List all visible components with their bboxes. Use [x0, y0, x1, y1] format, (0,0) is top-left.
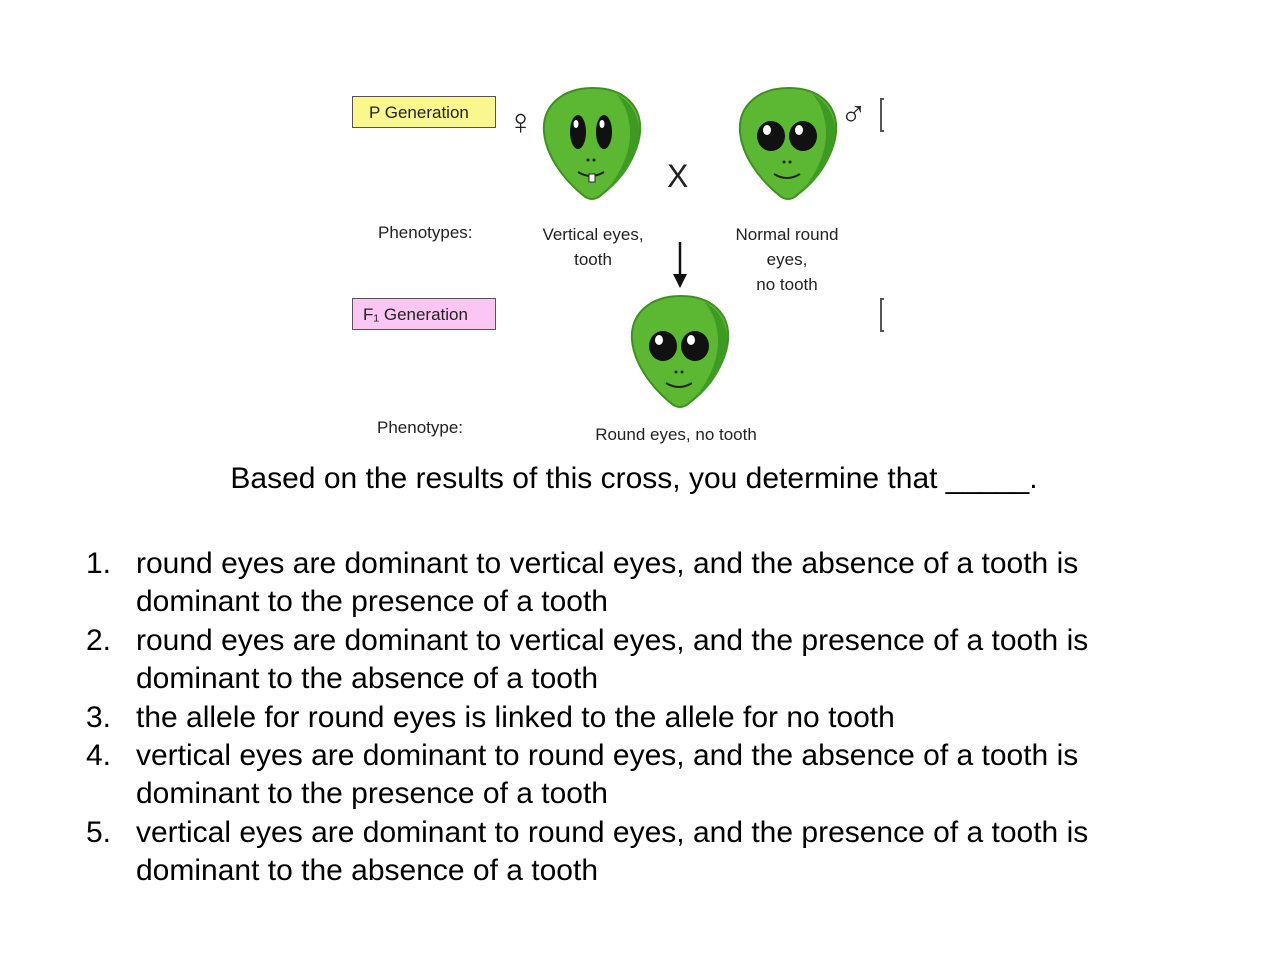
question-text: Based on the results of this cross, you determine that _____. [230, 462, 1038, 495]
option-number: 1. [86, 547, 112, 580]
male-alien-icon [734, 84, 844, 204]
male-phenotype-line: eyes, [766, 250, 808, 269]
female-phenotype-line: Vertical eyes, [542, 225, 644, 244]
answer-option[interactable] [86, 814, 1206, 891]
cropped-box-edge [880, 298, 884, 332]
down-arrow-icon [670, 240, 690, 290]
f1-generation-label: F₁ Generation [352, 298, 496, 330]
male-phenotype-line: no tooth [756, 275, 818, 294]
answer-option[interactable] [86, 699, 1206, 737]
p-generation-label: P Generation [352, 96, 496, 128]
option-text: the allele for round eyes is linked to the allele for no tooth [136, 700, 895, 734]
answer-option[interactable] [86, 545, 1206, 622]
option-number: 3. [86, 700, 112, 734]
phenotype-label: Phenotype: [377, 418, 464, 437]
male-symbol-icon: ♂ [840, 93, 867, 134]
option-text: vertical eyes are dominant to round eyes, and the presence of a tooth is dominant to the absence of a tooth [136, 815, 1089, 888]
male-phenotype-label [720, 222, 854, 297]
female-alien-icon [538, 84, 648, 204]
option-number: 4. [86, 739, 112, 773]
cropped-box-edge [880, 98, 884, 132]
option-text: vertical eyes are dominant to round eyes, and the absence of a tooth is dominant to the presence of a tooth [136, 739, 1079, 811]
phenotypes-label: Phenotypes: [378, 223, 473, 242]
f1-alien-icon [626, 292, 736, 412]
option-number: 5. [86, 815, 112, 849]
f1-phenotype-label: Round eyes, no tooth [595, 425, 757, 444]
answer-option[interactable] [86, 737, 1206, 814]
answer-options [86, 545, 1206, 891]
female-phenotype-label [528, 222, 658, 272]
female-phenotype-line: tooth [574, 250, 612, 269]
option-number: 2. [86, 623, 112, 657]
genetics-cross-figure [352, 80, 888, 448]
option-text: round eyes are dominant to vertical eyes, and the absence of a tooth is dominant to the presence of a tooth [136, 547, 1079, 619]
female-symbol-icon: ♀ [507, 101, 534, 142]
option-text: round eyes are dominant to vertical eyes, and the presence of a tooth is dominant to the absence of a tooth [136, 623, 1089, 696]
cross-symbol: X [667, 158, 689, 194]
male-phenotype-line: Normal round [735, 225, 839, 244]
answer-option[interactable] [86, 622, 1206, 699]
